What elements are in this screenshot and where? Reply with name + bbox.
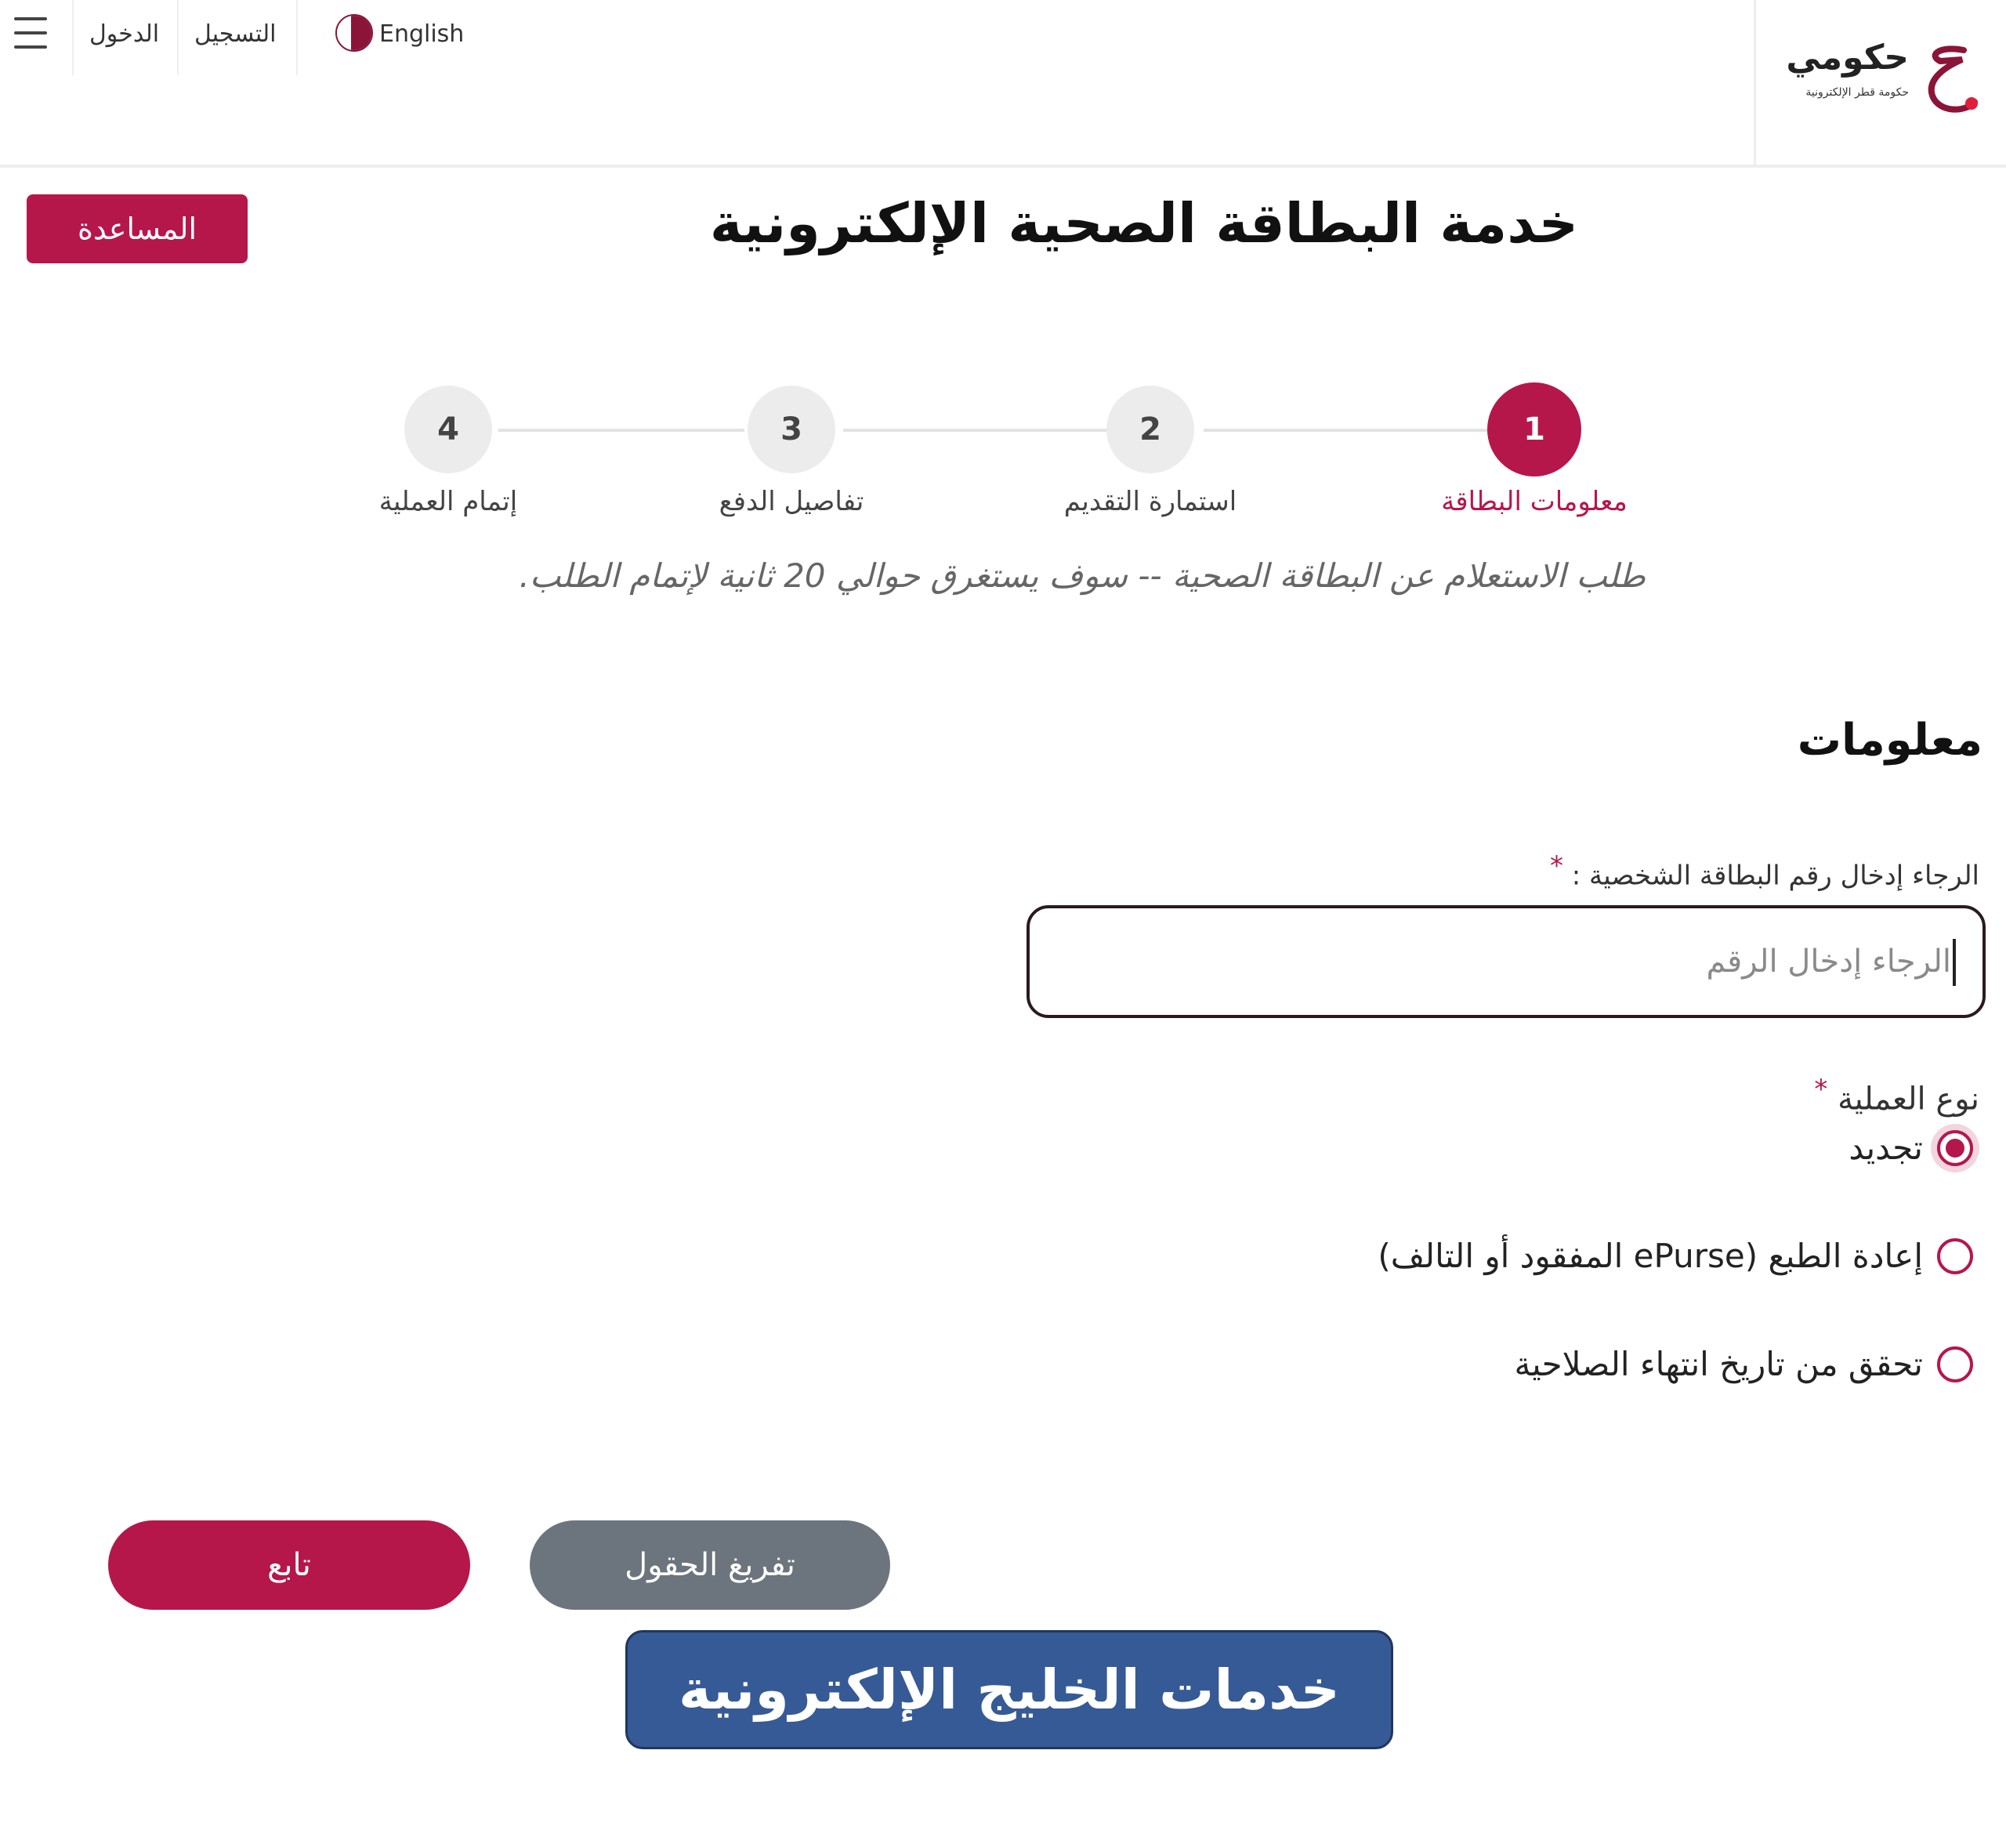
step-4-label: إتمام العملية [378,486,518,517]
page-title: خدمة البطاقة الصحية الإلكترونية [709,191,1579,255]
language-switch-link[interactable]: English [379,20,465,48]
hukoomi-logo-icon[interactable] [1917,42,1982,116]
step-3-label: تفاصيل الدفع [719,486,864,517]
id-number-label-text: الرجاء إدخال رقم البطاقة الشخصية : [1571,860,1979,892]
id-number-label [1550,850,1979,891]
top-header [0,0,2006,168]
watermark-banner: خدمات الخليج الإلكترونية [625,1630,1393,1749]
radio-option-check-expiry[interactable] [1514,1345,1973,1383]
header-divider [72,0,74,75]
logo-subtitle: حكومة قطر الإلكترونية [1805,86,1909,99]
step-2-label: استمارة التقديم [1063,486,1237,517]
radio-option-reprint[interactable] [1378,1237,1973,1275]
help-button[interactable]: المساعدة [27,194,248,263]
radio-option-renew[interactable] [1848,1129,1973,1167]
header-divider [296,0,298,75]
required-asterisk: * [1814,1074,1828,1105]
operation-type-label-text: نوع العملية [1838,1081,1979,1118]
intro-text: طلب الاستعلام عن البطاقة الصحية -- سوف يستغرق حوالي 20 ثانية لإتمام الطلب. [519,556,1646,595]
step-4-circle: 4 [404,386,492,473]
radio-button[interactable] [1937,1346,1973,1382]
text-caret [1953,939,1956,986]
radio-label: تحقق من تاريخ انتهاء الصلاحية [1514,1345,1923,1383]
login-link[interactable]: الدخول [89,20,160,48]
step-3-circle: 3 [748,386,835,473]
step-connector [498,429,744,432]
clear-fields-button[interactable]: تفريغ الحقول [530,1520,890,1610]
radio-button[interactable] [1937,1238,1973,1274]
logo-title: حكومي [1786,38,1909,78]
required-asterisk: * [1549,850,1563,882]
radio-label: إعادة الطبع (ePurse المفقود أو التالف) [1378,1237,1923,1275]
radio-label: تجديد [1848,1129,1923,1167]
step-connector [1204,429,1489,432]
operation-type-label [1814,1074,1979,1117]
header-divider [177,0,179,75]
logo-divider [1754,0,1756,165]
section-heading: معلومات [1797,715,1982,766]
step-2-circle: 2 [1106,386,1194,473]
id-number-input[interactable] [1027,905,1986,1018]
radio-button-checked[interactable] [1937,1130,1973,1166]
continue-button[interactable]: تابع [108,1520,470,1610]
step-connector [843,429,1106,432]
step-1-circle: 1 [1487,382,1581,476]
step-1-label: معلومات البطاقة [1441,486,1628,517]
register-link[interactable]: التسجيل [194,20,277,48]
hamburger-menu-icon[interactable] [14,17,47,49]
qatar-flag-icon[interactable] [335,14,373,52]
